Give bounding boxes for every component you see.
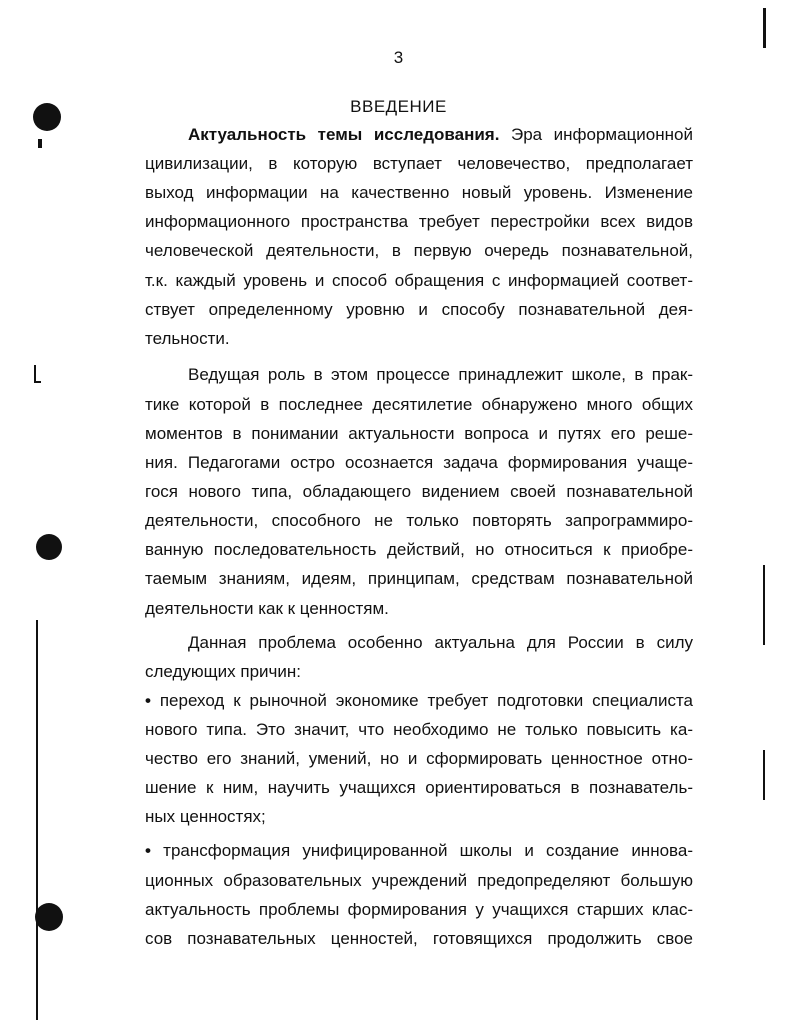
line-text: ния. Педагогами остро осознается задача формирования учаще-	[145, 453, 693, 472]
text-line	[145, 510, 693, 532]
text-line	[145, 719, 693, 741]
line-text: т.к. каждый уровень и способ обращения с информацией соответ-	[145, 271, 693, 290]
text-line	[145, 270, 693, 292]
line-text: следующих причин:	[145, 662, 301, 681]
text-line	[145, 153, 693, 175]
text-line	[145, 299, 693, 321]
section-heading: ВВЕДЕНИЕ	[350, 97, 447, 116]
text-line	[188, 364, 693, 386]
line-text: тике которой в последнее десятилетие обнаружено много общих	[145, 395, 693, 414]
line-text: Ведущая роль в этом процессе принадлежит школе, в прак-	[188, 365, 693, 384]
line-text: переход к рыночной экономике требует подготовки специалиста	[150, 691, 693, 710]
text-line	[145, 211, 693, 233]
line-text: деятельности как к ценностям.	[145, 599, 389, 618]
line-text: гося нового типа, обладающего видением своей познавательной	[145, 482, 693, 501]
line-text: деятельности, способного не только повторять запрограммиро-	[145, 511, 693, 530]
text-line	[145, 394, 693, 416]
line-text: ционных образовательных учреждений предопределяют большую	[145, 871, 693, 890]
scan-tick	[38, 139, 42, 148]
line-text: сов познавательных ценностей, готовящихся продолжить свое	[145, 929, 693, 948]
line-text: актуальность проблемы формирования у учащихся старших клас-	[145, 900, 693, 919]
text-line	[145, 481, 693, 503]
scan-right-edge-low	[763, 750, 765, 800]
text-line	[145, 870, 693, 892]
scan-hole-middle	[36, 534, 62, 560]
text-line	[145, 690, 693, 712]
bullet-icon: •	[145, 691, 151, 710]
line-text: таемым знаниям, идеям, принципам, средствам познавательной	[145, 569, 693, 588]
text-line	[145, 661, 693, 683]
line-text: шение к ним, научить учащихся ориентироваться в познаватель-	[145, 778, 693, 797]
text-line	[145, 182, 693, 204]
line-text: информационного пространства требует перестройки всех видов	[145, 212, 693, 231]
line-text: ванную последовательность действий, но относиться к приобре-	[145, 540, 693, 559]
line-text: Эра информационной	[499, 125, 693, 144]
text-line	[188, 632, 693, 654]
text-line	[145, 452, 693, 474]
text-line	[145, 423, 693, 445]
text-line	[145, 328, 693, 350]
text-line	[145, 928, 693, 950]
page-number: 3	[393, 48, 404, 67]
scan-left-edge	[36, 620, 38, 1020]
line-text: ных ценностях;	[145, 807, 266, 826]
text-line	[145, 806, 693, 828]
text-line	[145, 568, 693, 590]
bullet-icon: •	[145, 841, 151, 860]
text-line	[145, 777, 693, 799]
text-line	[145, 899, 693, 921]
line-text: ствует определенному уровню и способу познавательной дея-	[145, 300, 693, 319]
line-text: выход информации на качественно новый уровень. Изменение	[145, 183, 693, 202]
line-text: цивилизации, в которую вступает человечество, предполагает	[145, 154, 693, 173]
text-line	[188, 124, 693, 146]
text-line	[145, 240, 693, 262]
scan-right-edge-top	[763, 8, 766, 48]
scan-hole-bottom	[35, 903, 63, 931]
scan-bracket-foot	[34, 381, 41, 383]
text-line	[145, 539, 693, 561]
line-text: трансформация унифицированной школы и создание иннова-	[150, 841, 693, 860]
scan-right-edge-mid	[763, 565, 765, 645]
text-line	[145, 748, 693, 770]
line-text: человеческой деятельности, в первую очередь познавательной,	[145, 241, 693, 260]
line-text: тельности.	[145, 329, 230, 348]
text-line	[145, 598, 693, 620]
line-text: чество его знаний, умений, но и сформировать ценностное отно-	[145, 749, 693, 768]
line-text: Данная проблема особенно актуальна для России в силу	[188, 633, 693, 652]
paragraph-lead: Актуальность темы исследования.	[188, 125, 500, 144]
text-line	[145, 840, 693, 862]
line-text: нового типа. Это значит, что необходимо не только повысить ка-	[145, 720, 693, 739]
line-text: моментов в понимании актуальности вопроса и путях его реше-	[145, 424, 693, 443]
